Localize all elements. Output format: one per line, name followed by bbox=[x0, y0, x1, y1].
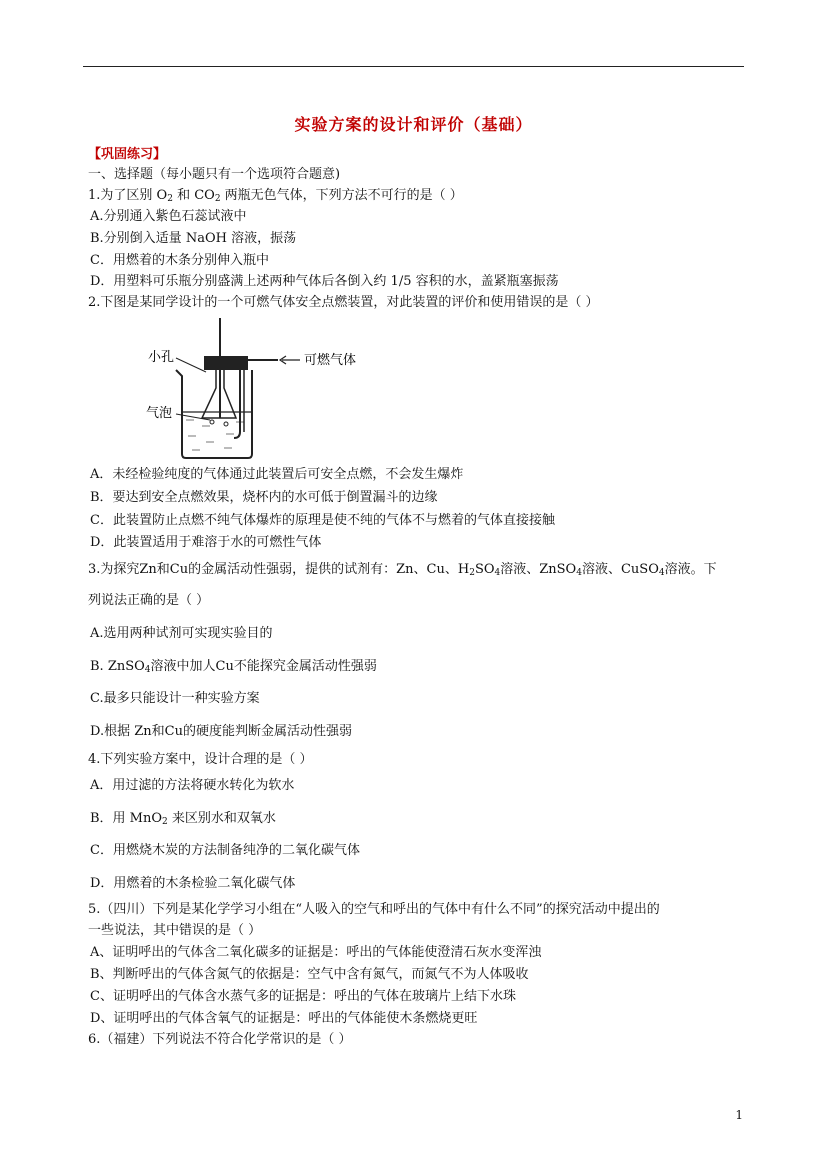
q2-option-a: A．未经检验纯度的气体通过此装置后可安全点燃，不会发生爆炸 bbox=[90, 467, 464, 482]
q5-stem-line2: 一些说法，其中错误的是（ ） bbox=[88, 923, 262, 938]
section-tag: 【巩固练习】 bbox=[88, 147, 167, 162]
inlet-tube bbox=[234, 360, 278, 438]
q3-stem: 3.为探究Zn和Cu的金属活动性强弱，提供的试剂有：Zn、Cu、$H_2SO_4$溶液、ZnSO$_4$溶液、CuSO$_4$溶液。下 bbox=[88, 562, 717, 578]
q5-option-a: A、证明呼出的气体含二氧化碳多的证据是：呼出的气体能使澄清石灰水变浑浊 bbox=[90, 945, 542, 960]
header-rule bbox=[83, 66, 744, 67]
water-hatching bbox=[186, 420, 244, 450]
q3-option-b: B. ZnSO$_4$溶液中加人Cu不能探究金属活动性强弱 bbox=[90, 659, 377, 675]
q4-option-d: D．用燃着的木条检验二氧化碳气体 bbox=[90, 876, 296, 891]
page-number: 1 bbox=[735, 1108, 743, 1122]
q2-option-d: D．此装置适用于难溶于水的可燃性气体 bbox=[90, 535, 322, 550]
q4-option-a: A．用过滤的方法将硬水转化为软水 bbox=[90, 778, 295, 793]
label-combustible-gas: 可燃气体 bbox=[304, 353, 357, 368]
q1-stem: 1.为了区别 $O_2$ 和 $CO_2$ 两瓶无色气体，下列方法不可行的是（ ） bbox=[88, 188, 463, 204]
q3-option-d: D.根据 Zn和Cu的硬度能判断金属活动性强弱 bbox=[90, 724, 352, 739]
label-small-hole: 小孔 bbox=[148, 350, 175, 365]
q1-option-b: B.分别倒入适量 NaOH 溶液，振荡 bbox=[90, 231, 297, 246]
q3-option-a: A.选用两种试剂可实现实验目的 bbox=[90, 626, 273, 641]
q6-stem: 6.（福建）下列说法不符合化学常识的是（ ） bbox=[88, 1032, 352, 1047]
q5-option-d: D、证明呼出的气体含氧气的证据是：呼出的气体能使木条燃烧更旺 bbox=[90, 1011, 478, 1026]
q2-option-c: C．此装置防止点燃不纯气体爆炸的原理是使不纯的气体不与燃着的气体直接接触 bbox=[90, 513, 555, 528]
safe-ignition-apparatus-figure bbox=[140, 314, 370, 464]
q4-option-b: B．用 MnO$_2$ 来区别水和双氧水 bbox=[90, 811, 276, 827]
rubber-stopper bbox=[204, 356, 248, 370]
q3-option-c: C.最多只能设计一种实验方案 bbox=[90, 691, 260, 706]
q3-stem-line2: 列说法正确的是（ ） bbox=[88, 593, 210, 608]
section-heading: 一、选择题（每小题只有一个选项符合题意) bbox=[88, 167, 341, 182]
q1-option-d: D．用塑料可乐瓶分别盛满上述两种气体后各倒入约 1/5 容积的水，盖紧瓶塞振荡 bbox=[90, 274, 559, 289]
q1-option-c: C．用燃着的木条分别伸入瓶中 bbox=[90, 253, 269, 268]
q4-option-c: C．用燃烧木炭的方法制备纯净的二氧化碳气体 bbox=[90, 843, 360, 858]
q5-option-b: B、判断呼出的气体含氮气的依据是：空气中含有氮气，而氮气不为人体吸收 bbox=[90, 967, 529, 982]
q4-stem: 4.下列实验方案中，设计合理的是（ ） bbox=[88, 752, 313, 767]
q5-option-c: C、证明呼出的气体含水蒸气多的证据是：呼出的气体在玻璃片上结下水珠 bbox=[90, 989, 516, 1004]
q1-option-a: A.分别通入紫色石蕊试液中 bbox=[90, 209, 247, 224]
q2-option-b: B．要达到安全点燃效果，烧杯内的水可低于倒置漏斗的边缘 bbox=[90, 490, 438, 505]
label-bubble: 气泡 bbox=[146, 406, 173, 421]
page-title: 实验方案的设计和评价（基础） bbox=[294, 115, 533, 134]
q2-stem: 2.下图是某同学设计的一个可燃气体安全点燃装置，对此装置的评价和使用错误的是（ ） bbox=[88, 295, 599, 310]
q5-stem: 5.（四川）下列是某化学学习小组在“人吸入的空气和呼出的气体中有什么不同”的探究活动中提出的 bbox=[88, 902, 660, 917]
